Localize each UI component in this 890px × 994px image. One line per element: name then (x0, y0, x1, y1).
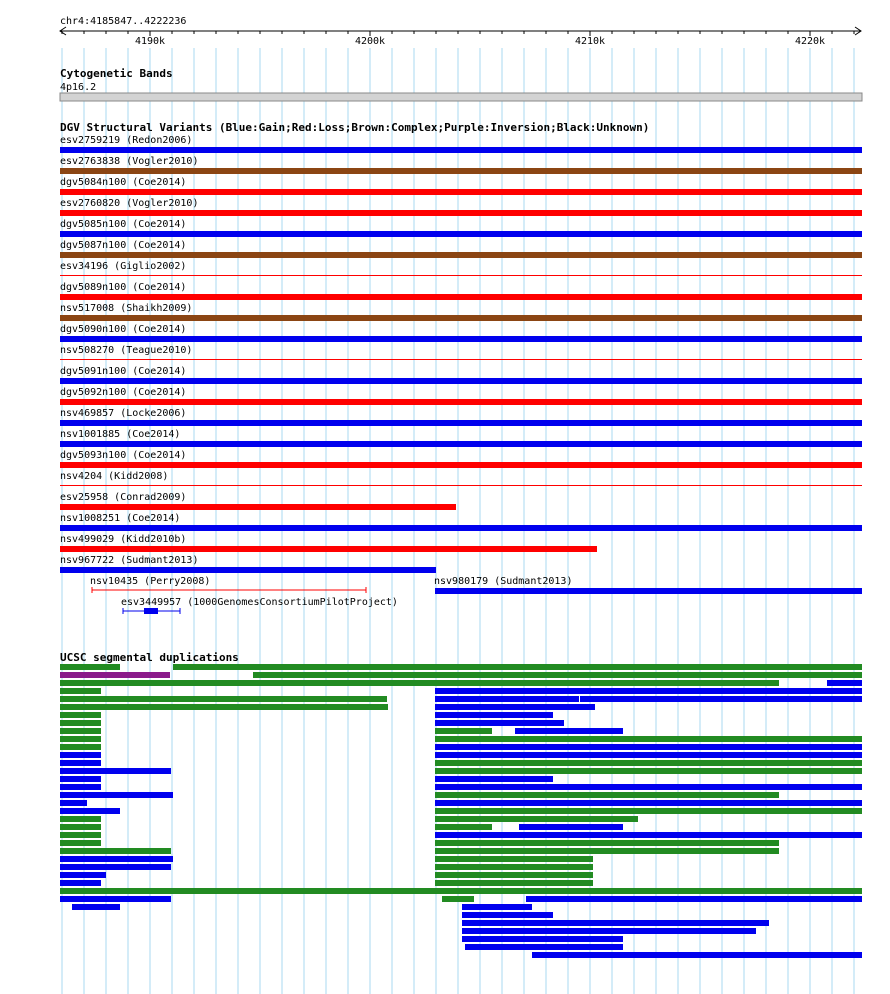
dgv-feature-block[interactable] (144, 608, 158, 614)
segdup-feature[interactable] (442, 896, 474, 902)
segdup-feature[interactable] (60, 784, 101, 790)
cytoband-band-4p16-2[interactable] (60, 93, 862, 101)
ruler-tick-label: 4200k (354, 36, 386, 47)
dgv-feature[interactable] (60, 156, 862, 174)
dgv-feature[interactable] (60, 513, 862, 531)
segdup-feature[interactable] (465, 944, 623, 950)
segdup-feature[interactable] (435, 712, 553, 718)
dgv-feature-bar[interactable] (60, 546, 597, 552)
segdup-feature[interactable] (462, 904, 532, 910)
segdup-feature[interactable] (60, 880, 101, 886)
dgv-feature[interactable] (60, 135, 862, 153)
segdup-feature[interactable] (60, 872, 106, 878)
dgv-track-title: DGV Structural Variants (Blue:Gain;Red:Loss;Brown:Complex;Purple:Inversion;Black:Unknown) (60, 121, 650, 134)
dgv-feature-bar[interactable] (60, 485, 862, 486)
dgv-feature[interactable] (60, 177, 862, 195)
cytoband-band-label: 4p16.2 (60, 82, 97, 93)
dgv-feature[interactable] (60, 345, 862, 360)
segdup-track (60, 651, 862, 958)
cytoband-track-title: Cytogenetic Bands (60, 67, 173, 80)
dgv-feature-label: nsv469857 (Locke2006) (60, 408, 187, 419)
segdup-feature[interactable] (462, 912, 553, 918)
segdup-feature[interactable] (435, 848, 779, 854)
dgv-feature-bar[interactable] (60, 504, 456, 510)
segdup-feature[interactable] (435, 784, 862, 790)
dgv-feature-bar[interactable] (435, 588, 862, 594)
segdup-feature[interactable] (462, 920, 769, 926)
segdup-feature[interactable] (462, 936, 623, 942)
segdup-feature[interactable] (435, 808, 862, 814)
dgv-feature-label: nsv4204 (Kidd2008) (60, 471, 169, 482)
segdup-feature[interactable] (435, 880, 593, 886)
segdup-feature[interactable] (253, 672, 862, 678)
segdup-feature[interactable] (60, 776, 101, 782)
dgv-feature-bar[interactable] (60, 189, 862, 195)
dgv-feature-bar[interactable] (60, 462, 862, 468)
dgv-feature-label: dgv5085n100 (Coe2014) (60, 219, 187, 230)
dgv-feature[interactable] (60, 366, 862, 384)
dgv-feature[interactable] (60, 471, 862, 486)
segdup-feature[interactable] (60, 664, 120, 670)
segdup-feature[interactable] (60, 768, 171, 774)
ruler-tick-4210k (575, 31, 605, 47)
ruler-range-label: chr4:4185847..4222236 (60, 16, 187, 27)
dgv-feature-label: nsv1008251 (Coe2014) (60, 513, 181, 524)
ruler-tick-4200k (355, 31, 385, 47)
dgv-feature-list (60, 135, 862, 614)
ruler-tick-label: 4220k (794, 36, 826, 47)
dgv-feature-bar[interactable] (60, 441, 862, 447)
dgv-feature-bar[interactable] (60, 525, 862, 531)
dgv-feature[interactable] (60, 282, 862, 300)
ruler[interactable] (60, 16, 861, 47)
dgv-feature-label: dgv5092n100 (Coe2014) (60, 387, 187, 398)
dgv-feature[interactable] (60, 492, 456, 510)
dgv-feature[interactable] (60, 387, 862, 405)
dgv-feature-label: dgv5093n100 (Coe2014) (60, 450, 187, 461)
segdup-feature[interactable] (435, 696, 579, 702)
dgv-feature[interactable] (60, 555, 436, 573)
dgv-feature[interactable] (60, 303, 862, 321)
segdup-feature[interactable] (435, 864, 593, 870)
dgv-feature-label: esv34196 (Giglio2002) (60, 261, 187, 272)
segdup-feature[interactable] (435, 824, 492, 830)
dgv-feature-bar[interactable] (60, 420, 862, 426)
dgv-feature[interactable] (60, 450, 862, 468)
segdup-feature[interactable] (435, 768, 862, 774)
segdup-feature[interactable] (60, 800, 87, 806)
dgv-feature-bar[interactable] (60, 359, 862, 360)
dgv-feature-label: dgv5090n100 (Coe2014) (60, 324, 187, 335)
segdup-feature[interactable] (60, 744, 101, 750)
segdup-feature-list (60, 664, 862, 958)
segdup-feature[interactable] (60, 704, 388, 710)
dgv-feature-label: nsv517008 (Shaikh2009) (60, 303, 193, 314)
segdup-feature[interactable] (60, 728, 101, 734)
segdup-feature[interactable] (72, 904, 120, 910)
segdup-feature[interactable] (435, 872, 593, 878)
dgv-feature-bar[interactable] (60, 336, 862, 342)
segdup-feature[interactable] (435, 816, 638, 822)
dgv-feature-label: nsv1001885 (Coe2014) (60, 429, 181, 440)
dgv-feature-bar[interactable] (60, 231, 862, 237)
dgv-feature-label: esv25958 (Conrad2009) (60, 492, 187, 503)
cytoband-track (60, 67, 862, 101)
dgv-feature-label: nsv10435 (Perry2008) (90, 576, 211, 587)
segdup-feature[interactable] (435, 832, 862, 838)
ruler-tick-label: 4210k (574, 36, 606, 47)
dgv-structural-variants-track (60, 121, 862, 614)
segdup-feature[interactable] (526, 896, 862, 902)
segdup-feature[interactable] (60, 688, 101, 694)
segdup-feature[interactable] (515, 728, 623, 734)
segdup-feature[interactable] (435, 728, 492, 734)
segdup-feature[interactable] (435, 736, 862, 742)
segdup-feature[interactable] (435, 688, 862, 694)
segdup-feature[interactable] (532, 952, 862, 958)
segdup-feature[interactable] (60, 712, 101, 718)
dgv-feature-bar[interactable] (60, 378, 862, 384)
segdup-feature[interactable] (435, 760, 862, 766)
segdup-feature[interactable] (60, 792, 173, 798)
dgv-feature[interactable] (60, 219, 862, 237)
dgv-feature[interactable] (60, 324, 862, 342)
dgv-feature-label: nsv967722 (Sudmant2013) (60, 555, 199, 566)
dgv-feature-label: nsv980179 (Sudmant2013) (434, 576, 573, 587)
segdup-feature[interactable] (60, 856, 173, 862)
dgv-feature-bar[interactable] (60, 252, 862, 258)
dgv-feature[interactable] (434, 576, 862, 594)
segdup-feature[interactable] (60, 752, 101, 758)
segdup-feature[interactable] (435, 792, 779, 798)
dgv-feature-label: esv2759219 (Redon2006) (60, 135, 193, 146)
ruler-tick-label: 4190k (134, 36, 166, 47)
segdup-feature[interactable] (60, 680, 779, 686)
dgv-feature-label: dgv5087n100 (Coe2014) (60, 240, 187, 251)
ruler-tick-4190k (135, 31, 165, 47)
dgv-feature[interactable] (90, 576, 366, 593)
segdup-feature[interactable] (435, 856, 593, 862)
segdup-feature[interactable] (173, 664, 862, 670)
ruler-tick-4220k (795, 31, 825, 47)
dgv-feature[interactable] (60, 534, 597, 552)
segdup-feature[interactable] (60, 832, 101, 838)
segdup-feature[interactable] (60, 848, 171, 854)
segdup-feature[interactable] (435, 800, 862, 806)
dgv-feature[interactable] (60, 261, 862, 276)
segdup-feature[interactable] (60, 808, 120, 814)
dgv-feature-bar[interactable] (60, 210, 862, 216)
segdup-feature[interactable] (435, 720, 564, 726)
segdup-feature[interactable] (60, 888, 862, 894)
dgv-feature[interactable] (121, 597, 398, 614)
segdup-feature[interactable] (462, 928, 756, 934)
segdup-feature[interactable] (60, 696, 387, 702)
dgv-feature[interactable] (60, 198, 862, 216)
segdup-feature[interactable] (519, 824, 623, 830)
dgv-feature-label: dgv5089n100 (Coe2014) (60, 282, 187, 293)
segdup-feature[interactable] (60, 816, 101, 822)
dgv-feature-bar[interactable] (60, 294, 862, 300)
segdup-feature[interactable] (60, 840, 101, 846)
segdup-feature[interactable] (60, 896, 171, 902)
dgv-feature[interactable] (60, 408, 862, 426)
dgv-feature-bar[interactable] (60, 168, 862, 174)
dgv-feature-label: nsv508270 (Teague2010) (60, 345, 193, 356)
segdup-feature[interactable] (435, 744, 862, 750)
dgv-feature-bar[interactable] (60, 275, 862, 276)
dgv-feature-bar[interactable] (60, 147, 862, 153)
segdup-feature[interactable] (60, 760, 101, 766)
segdup-feature[interactable] (435, 776, 553, 782)
dgv-feature[interactable] (60, 429, 862, 447)
segdup-feature[interactable] (827, 680, 862, 686)
segdup-track-title: UCSC segmental duplications (60, 651, 239, 664)
dgv-feature-bar[interactable] (60, 567, 436, 573)
segdup-feature[interactable] (60, 864, 171, 870)
segdup-feature[interactable] (60, 824, 101, 830)
segdup-feature[interactable] (60, 720, 101, 726)
segdup-feature[interactable] (435, 840, 779, 846)
segdup-feature[interactable] (435, 704, 595, 710)
dgv-feature-label: esv2760820 (Vogler2010) (60, 198, 199, 209)
dgv-feature-label: dgv5084n100 (Coe2014) (60, 177, 187, 188)
dgv-feature-label: nsv499029 (Kidd2010b) (60, 534, 187, 545)
segdup-feature[interactable] (435, 752, 862, 758)
dgv-feature-label: dgv5091n100 (Coe2014) (60, 366, 187, 377)
segdup-feature[interactable] (60, 736, 101, 742)
segdup-feature[interactable] (60, 672, 170, 678)
dgv-feature-label: esv2763838 (Vogler2010) (60, 156, 199, 167)
dgv-feature-bar[interactable] (60, 399, 862, 405)
dgv-feature-label: esv3449957 (1000GenomesConsortiumPilotProject) (121, 597, 398, 608)
segdup-feature[interactable] (580, 696, 862, 702)
dgv-feature[interactable] (60, 240, 862, 258)
dgv-feature-bar[interactable] (60, 315, 862, 321)
